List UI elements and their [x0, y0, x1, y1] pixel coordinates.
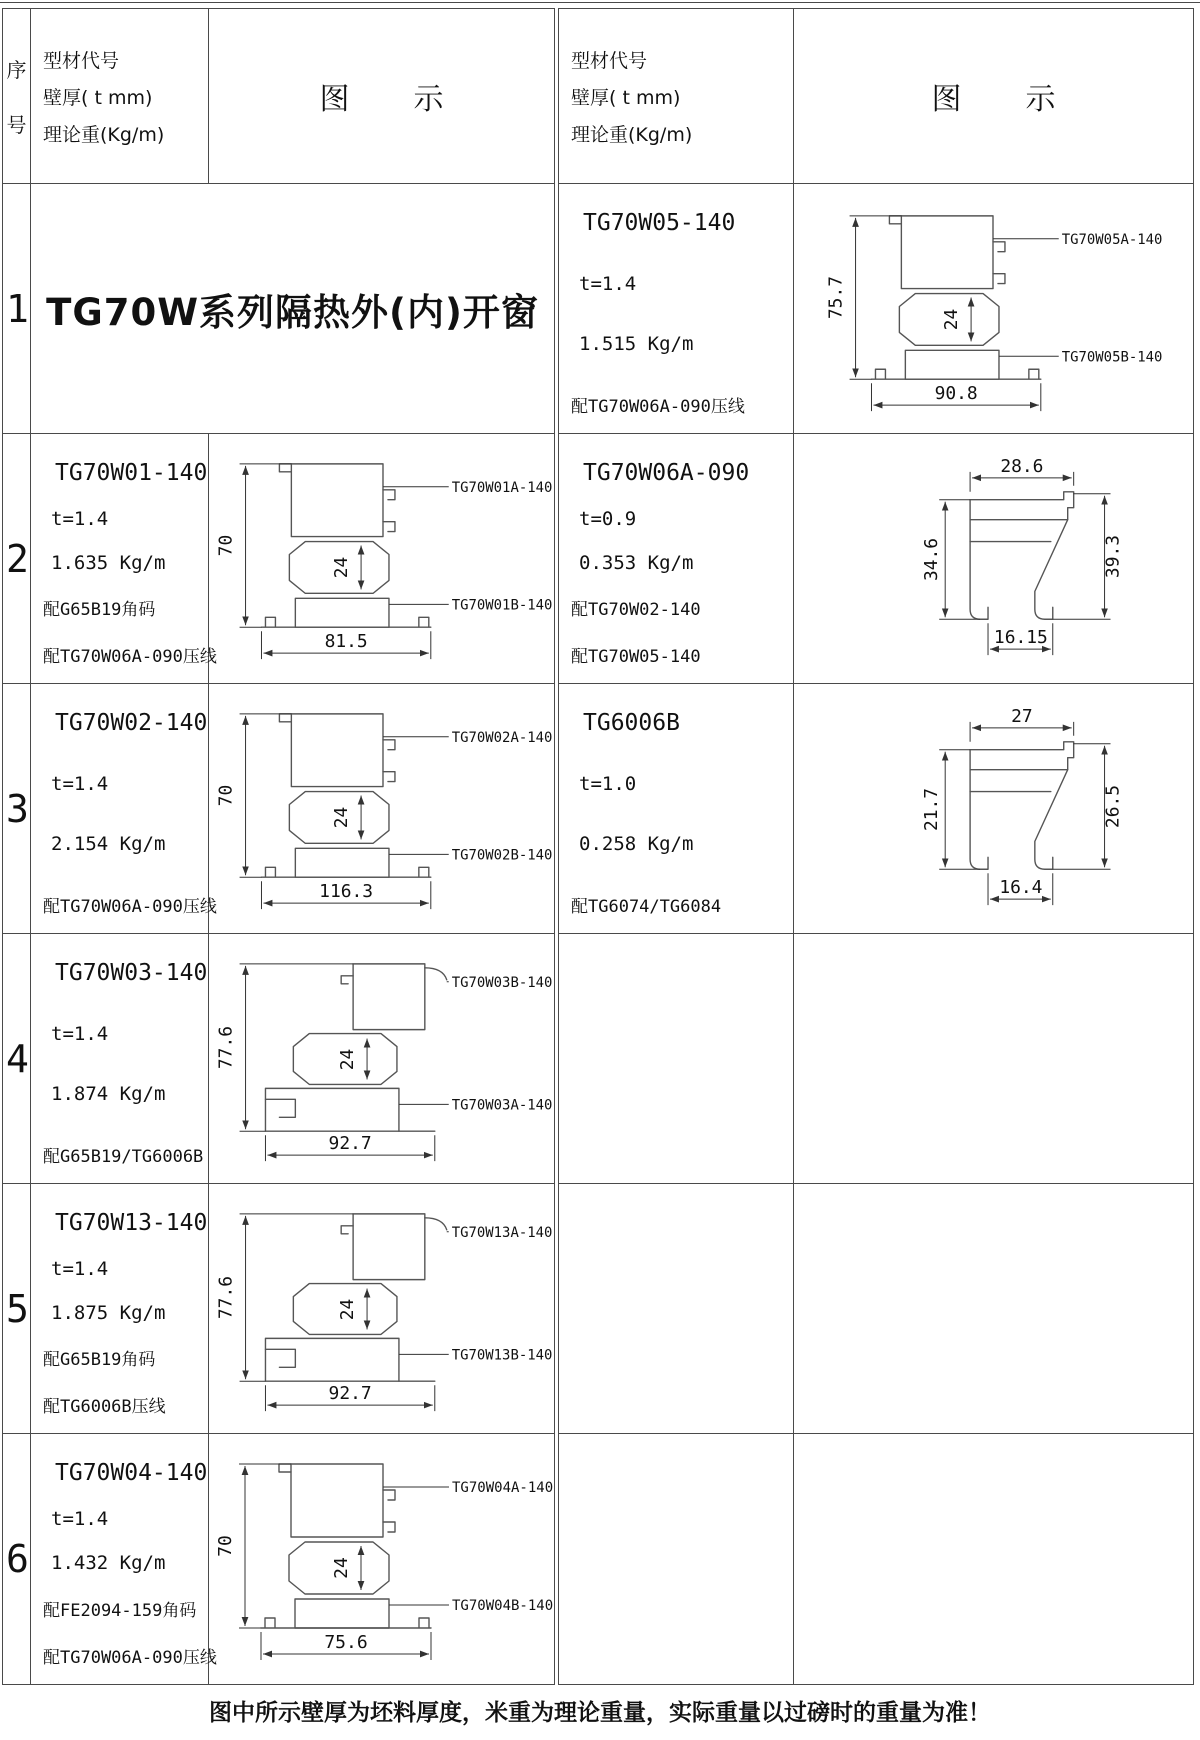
profile-diagram [209, 684, 554, 933]
spec-cell [31, 434, 217, 684]
profile-code: TG6006B [583, 710, 680, 736]
label-top: TG70W13A-140 [451, 1224, 553, 1241]
label-bottom: TG70W01B-140 [451, 597, 553, 614]
dim-right: 26.5 [1102, 784, 1124, 829]
serial-number: 1 [3, 184, 31, 434]
wall-thickness: t=1.4 [51, 507, 109, 530]
unit-weight: 2.154 Kg/m [51, 832, 166, 855]
serial-number: 2 [3, 434, 31, 684]
wall-thickness: t=0.9 [579, 507, 637, 530]
footer-note: 图中所示壁厚为坯料厚度，米重为理论重量，实际重量以过磅时的重量为准！ [209, 1700, 991, 1726]
header-spec-line3: 理论重(Kg/m) [571, 123, 693, 146]
empty-spec-cell [559, 1184, 794, 1434]
dim-left: 21.7 [921, 787, 943, 832]
diagram-cell [209, 434, 554, 684]
diagram-cell [209, 684, 554, 934]
wall-thickness: t=1.4 [51, 1508, 109, 1530]
dim-width: 116.3 [319, 881, 374, 903]
diagram-cell [209, 1434, 554, 1684]
accessory-note: 配TG6074/TG6084 [571, 896, 722, 917]
label-bottom: TG70W05B-140 [1061, 349, 1163, 366]
profile-code: TG70W03-140 [55, 960, 208, 986]
empty-diagram-cell [794, 934, 1193, 1184]
profile-diagram [794, 184, 1193, 433]
unit-weight: 1.432 Kg/m [51, 1552, 166, 1574]
dim-top: 28.6 [1000, 455, 1044, 477]
accessory-note: 配TG6006B压线 [43, 1397, 166, 1417]
serial-number: 4 [3, 934, 31, 1184]
header-spec-line1: 型材代号 [43, 49, 120, 72]
header-spec-line3: 理论重(Kg/m) [43, 123, 165, 146]
header-diagram-right [794, 9, 1193, 184]
label-top: TG70W02A-140 [451, 729, 553, 746]
accessory-note: 配G65B19角码 [43, 1350, 156, 1371]
dim-width: 92.7 [328, 1133, 372, 1155]
spec-cell [31, 1184, 209, 1434]
unit-weight: 1.515 Kg/m [579, 332, 694, 355]
dim-width: 81.5 [324, 631, 368, 653]
profile-diagram [794, 684, 1193, 933]
diagram-cell [794, 184, 1193, 434]
spec-cell [559, 434, 794, 684]
empty-spec-cell [559, 1434, 794, 1684]
serial-number: 3 [3, 684, 31, 934]
unit-weight: 1.875 Kg/m [51, 1301, 166, 1324]
serial-number: 6 [3, 1434, 31, 1684]
dim-bottom: 16.4 [999, 877, 1043, 899]
header-diagram-char1: 图 [319, 82, 350, 117]
dim-inner: 24 [337, 1298, 359, 1321]
wall-thickness: t=1.4 [51, 773, 109, 796]
wall-thickness: t=1.4 [51, 1257, 109, 1280]
header-spec-left [31, 9, 209, 184]
accessory-note: 配TG70W02-140 [571, 600, 701, 621]
diagram-cell [794, 684, 1193, 934]
dim-inner: 24 [331, 806, 353, 829]
empty-spec-cell [559, 934, 794, 1184]
header-seq-char1: 序 [6, 58, 27, 82]
spec-cell [559, 184, 794, 434]
header-diagram-char1: 图 [931, 82, 962, 117]
profile-diagram [794, 434, 1193, 683]
profile-code: TG70W06A-090 [583, 460, 750, 486]
dim-top: 27 [1011, 705, 1033, 727]
empty-diagram-cell [794, 1434, 1193, 1684]
dim-left: 34.6 [921, 537, 943, 582]
wall-thickness: t=1.0 [579, 773, 637, 796]
header-diagram-char2: 示 [1025, 82, 1056, 117]
unit-weight: 0.258 Kg/m [579, 832, 694, 855]
profile-code: TG70W05-140 [583, 210, 736, 236]
dim-right: 39.3 [1102, 534, 1124, 579]
accessory-note: 配G65B19/TG6006B [43, 1146, 204, 1167]
profile-diagram [209, 434, 554, 683]
spec-cell [31, 934, 209, 1184]
header-spec-right [559, 9, 794, 184]
dim-inner: 24 [941, 308, 963, 331]
profile-code: TG70W13-140 [55, 1210, 208, 1236]
dim-height: 70 [215, 784, 237, 807]
profile-diagram [209, 1184, 554, 1433]
dim-width: 75.6 [324, 1632, 368, 1653]
empty-diagram-cell [794, 1184, 1193, 1434]
dim-height: 77.6 [215, 1275, 237, 1320]
label-top: TG70W03B-140 [451, 974, 553, 991]
accessory-note: 配TG70W06A-090压线 [43, 896, 217, 917]
unit-weight: 1.635 Kg/m [51, 551, 166, 574]
dim-height: 77.6 [215, 1025, 237, 1070]
label-top: TG70W01A-140 [451, 479, 553, 496]
label-bottom: TG70W02B-140 [451, 847, 553, 864]
diagram-cell [209, 934, 554, 1184]
dim-bottom: 16.15 [993, 627, 1048, 649]
right-spec-table [558, 8, 1194, 1685]
accessory-note: 配TG70W05-140 [571, 647, 701, 667]
header-seq-char2: 号 [6, 113, 27, 137]
profile-diagram [209, 1434, 554, 1684]
accessory-note: 配TG70W06A-090压线 [43, 647, 217, 667]
accessory-note: 配TG70W06A-090压线 [43, 1648, 217, 1668]
accessory-note: 配FE2094-159角码 [43, 1601, 197, 1621]
diagram-cell [209, 1184, 554, 1434]
label-bottom: TG70W13B-140 [451, 1347, 553, 1364]
header-spec-line1: 型材代号 [571, 49, 648, 72]
accessory-note: 配TG70W06A-090压线 [571, 396, 745, 417]
unit-weight: 1.874 Kg/m [51, 1082, 166, 1105]
header-spec-line2: 壁厚( t mm) [571, 86, 681, 109]
left-spec-table [2, 8, 555, 1685]
spec-cell [31, 684, 217, 934]
spec-cell [31, 1434, 217, 1684]
label-bottom: TG70W03A-140 [451, 1097, 553, 1114]
wall-thickness: t=1.4 [579, 273, 637, 296]
label-top: TG70W05A-140 [1061, 231, 1163, 248]
serial-number: 5 [3, 1184, 31, 1434]
profile-diagram [209, 934, 554, 1183]
series-title: TG70W系列隔热外(内)开窗 [46, 290, 539, 334]
diagram-cell [794, 434, 1193, 684]
dim-height: 75.7 [825, 275, 847, 320]
header-diagram-left [209, 9, 554, 184]
wall-thickness: t=1.4 [51, 1023, 109, 1046]
dim-height: 70 [215, 534, 237, 557]
accessory-note: 配G65B19角码 [43, 600, 156, 621]
dim-width: 92.7 [328, 1383, 372, 1405]
profile-code: TG70W04-140 [55, 1460, 208, 1486]
label-bottom: TG70W04B-140 [452, 1598, 554, 1614]
series-title-cell [31, 184, 554, 434]
dim-width: 90.8 [934, 383, 978, 405]
dim-inner: 24 [331, 556, 353, 579]
dim-inner: 24 [331, 1557, 352, 1579]
header-seq [3, 9, 31, 184]
header-diagram-char2: 示 [413, 82, 444, 117]
label-top: TG70W04A-140 [452, 1480, 554, 1496]
spec-cell [559, 684, 794, 934]
dim-height: 70 [215, 1535, 236, 1557]
unit-weight: 0.353 Kg/m [579, 551, 694, 574]
profile-code: TG70W02-140 [55, 710, 208, 736]
profile-code: TG70W01-140 [55, 460, 208, 486]
header-spec-line2: 壁厚( t mm) [43, 86, 153, 109]
dim-inner: 24 [337, 1048, 359, 1071]
page-top-rule [0, 2, 1200, 3]
